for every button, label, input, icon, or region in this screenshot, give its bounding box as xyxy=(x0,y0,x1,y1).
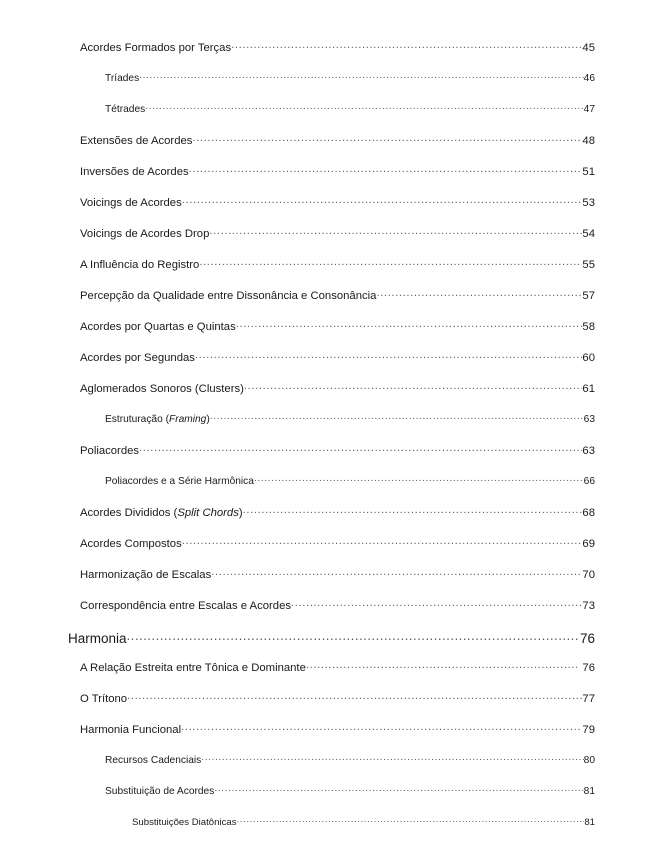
toc-entry[interactable] xyxy=(0,598,652,629)
dot-leader xyxy=(254,474,584,484)
toc-entry-title: Poliacordes e a Série Harmônica xyxy=(105,476,254,488)
toc-page-number: 63 xyxy=(583,414,595,426)
dot-leader xyxy=(127,629,580,643)
toc-entry-title: Poliacordes xyxy=(80,445,140,458)
toc-entry-title: Acordes Compostos xyxy=(80,538,182,551)
toc-entry-title: Tétrades xyxy=(105,104,146,116)
dot-leader xyxy=(182,195,583,206)
toc-entry[interactable] xyxy=(0,567,652,598)
toc-entry[interactable] xyxy=(0,784,652,815)
toc-entry[interactable] xyxy=(0,195,652,226)
toc-page-number: 54 xyxy=(582,228,595,241)
dot-leader xyxy=(291,598,582,609)
toc-page-number: 68 xyxy=(582,507,595,520)
toc-page-number: 53 xyxy=(582,197,595,210)
toc-page-number: 69 xyxy=(582,538,595,551)
dot-leader xyxy=(201,753,583,763)
toc-entry-title: Correspondência entre Escalas e Acordes xyxy=(80,600,291,613)
dot-leader xyxy=(376,288,582,299)
toc-entry-title: Acordes por Quartas e Quintas xyxy=(80,321,236,334)
toc-page-number: 51 xyxy=(582,166,595,179)
toc-entry-title: Voicings de Acordes Drop xyxy=(80,228,210,241)
toc-entry[interactable] xyxy=(0,474,652,505)
toc-page-number: 55 xyxy=(582,259,595,272)
dot-leader xyxy=(211,567,582,578)
toc-page-number: 47 xyxy=(583,104,595,116)
toc-entry[interactable] xyxy=(0,288,652,319)
toc-entry-title: Extensões de Acordes xyxy=(80,135,193,148)
toc-entry[interactable] xyxy=(0,71,652,102)
toc-entry-title: Substituição de Acordes xyxy=(105,786,215,798)
dot-leader xyxy=(181,722,582,733)
dot-leader xyxy=(209,226,582,237)
dot-leader xyxy=(214,784,583,794)
dot-leader xyxy=(231,40,582,51)
toc-entry-title: A Influência do Registro xyxy=(80,259,200,272)
dot-leader xyxy=(195,350,582,361)
toc-page-number: 81 xyxy=(583,786,595,798)
toc-page-number: 77 xyxy=(582,693,595,706)
toc-entry[interactable] xyxy=(0,691,652,722)
toc-page-number: 57 xyxy=(582,290,595,303)
toc-entry-title: Acordes Formados por Terças xyxy=(80,42,232,55)
toc-entry[interactable] xyxy=(0,412,652,443)
toc-page-number: 81 xyxy=(584,816,595,828)
toc-entry-list xyxy=(0,40,652,846)
toc-title-text: Estruturação ( xyxy=(105,414,169,426)
dot-leader xyxy=(199,257,582,268)
toc-entry-title: Recursos Cadenciais xyxy=(105,755,202,767)
toc-title-text: Acordes Divididos ( xyxy=(80,507,178,520)
dot-leader xyxy=(306,660,578,671)
toc-entry-title: Harmonia xyxy=(68,630,127,646)
dot-leader xyxy=(145,102,583,112)
toc-entry-title: Harmonização de Escalas xyxy=(80,569,212,582)
toc-entry[interactable] xyxy=(0,629,652,660)
toc-entry[interactable] xyxy=(0,722,652,753)
dot-leader xyxy=(210,412,584,422)
toc-entry-title: A Relação Estreita entre Tônica e Dominante xyxy=(80,662,306,675)
toc-entry[interactable] xyxy=(0,40,652,71)
toc-entry[interactable] xyxy=(0,350,652,381)
dot-leader xyxy=(127,691,582,702)
toc-page-number: 80 xyxy=(583,755,595,767)
toc-page-number: 63 xyxy=(582,445,595,458)
toc-page-number: 66 xyxy=(583,476,595,488)
dot-leader xyxy=(244,381,583,392)
toc-page-number: 76 xyxy=(582,662,595,675)
toc-entry-title: Percepção da Qualidade entre Dissonância e Consonância xyxy=(80,290,377,303)
toc-title-italic-term: Split Chords xyxy=(177,507,239,520)
toc-title-italic-term: Framing xyxy=(168,414,207,426)
toc-entry-title: Inversões de Acordes xyxy=(80,166,189,179)
toc-entry[interactable] xyxy=(0,753,652,784)
toc-entry[interactable] xyxy=(0,660,652,691)
toc-page-number: 60 xyxy=(582,352,595,365)
dot-leader xyxy=(192,133,582,144)
dot-leader xyxy=(189,164,583,175)
toc-entry[interactable] xyxy=(0,133,652,164)
toc-entry-title: Acordes por Segundas xyxy=(80,352,195,365)
dot-leader xyxy=(139,71,583,81)
toc-entry[interactable] xyxy=(0,257,652,288)
toc-entry-title: Voicings de Acordes xyxy=(80,197,182,210)
toc-page-number: 79 xyxy=(582,724,595,737)
toc-entry-title: Substituições Diatônicas xyxy=(132,816,237,828)
toc-entry[interactable] xyxy=(0,536,652,567)
toc-page-number: 48 xyxy=(582,135,595,148)
toc-entry[interactable] xyxy=(0,319,652,350)
toc-page-number: 46 xyxy=(583,73,595,85)
toc-entry-title: O Trítono xyxy=(80,693,128,706)
toc-page-number: 45 xyxy=(582,42,595,55)
toc-entry[interactable] xyxy=(0,443,652,474)
dot-leader xyxy=(237,815,585,825)
toc-title-tail: ) xyxy=(206,414,210,426)
toc-entry[interactable] xyxy=(0,381,652,412)
toc-page-number: 61 xyxy=(582,383,595,396)
toc-entry[interactable] xyxy=(0,505,652,536)
toc-entry[interactable] xyxy=(0,815,652,846)
toc-page-number: 70 xyxy=(582,569,595,582)
toc-entry[interactable] xyxy=(0,164,652,195)
toc-entry[interactable] xyxy=(0,102,652,133)
toc-entry-title xyxy=(80,507,243,519)
toc-entry-title: Aglomerados Sonoros (Clusters) xyxy=(80,383,244,396)
toc-page-number: 76 xyxy=(579,630,595,646)
dot-leader xyxy=(236,319,583,330)
toc-entry[interactable] xyxy=(0,226,652,257)
toc-page-number: 58 xyxy=(582,321,595,334)
toc-title-tail: ) xyxy=(238,507,243,520)
toc-entry-title: Harmonia Funcional xyxy=(80,724,182,737)
dot-leader xyxy=(182,536,583,547)
toc-entry-title: Tríades xyxy=(105,73,140,85)
dot-leader xyxy=(243,505,583,516)
dot-leader xyxy=(139,443,582,454)
toc-page-number: 73 xyxy=(582,600,595,613)
toc-entry-title xyxy=(105,414,210,425)
